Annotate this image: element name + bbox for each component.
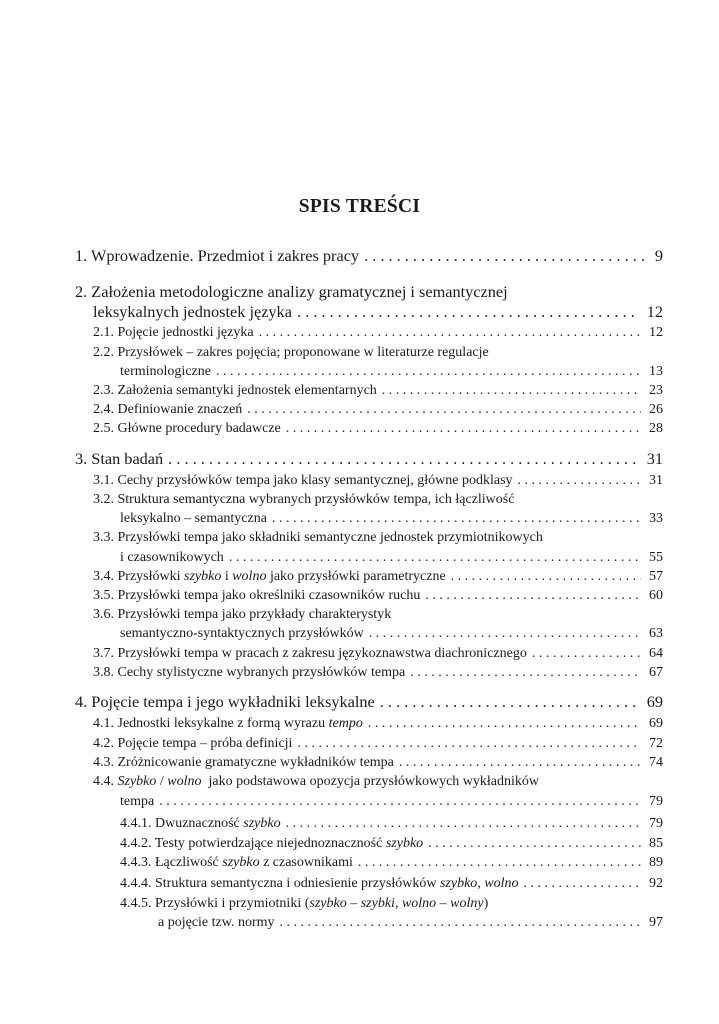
toc-entry-title: a pojęcie tzw. normy: [158, 915, 275, 930]
toc-page-number: 28: [649, 421, 663, 436]
toc-page-number: 79: [649, 794, 663, 809]
toc-entry-3-3: [93, 530, 663, 546]
toc-page-number: 64: [649, 646, 663, 661]
toc-page-number: 63: [649, 626, 663, 641]
leader-dots: [297, 736, 641, 752]
leader-dots: [451, 569, 641, 585]
toc-page-number: 79: [649, 816, 663, 831]
toc-entry-3-1: [93, 473, 663, 489]
toc-page-number: 89: [649, 855, 663, 870]
toc-page-number: 23: [649, 383, 663, 398]
toc-entry-3-6: [93, 607, 663, 623]
toc-entry-title: 3. Stan badań: [75, 449, 164, 468]
toc-page-number: 92: [649, 876, 663, 891]
toc-page-number: 31: [646, 449, 663, 468]
leader-dots: [532, 646, 641, 662]
toc-entry-4-4-5: [120, 896, 663, 912]
leader-dots: [369, 626, 641, 642]
toc-page-number: 33: [649, 511, 663, 526]
toc-entry-2-3: [93, 383, 663, 399]
page-title: SPIS TREŚCI: [298, 196, 421, 217]
toc-entry-2-2-cont: [120, 364, 663, 380]
toc-page-number: 69: [646, 692, 663, 711]
toc-entry-title: tempa: [120, 794, 155, 809]
toc-page-number: 9: [654, 246, 663, 265]
leader-dots: [382, 383, 641, 399]
toc-page-number: 12: [649, 325, 663, 340]
leader-dots: [286, 816, 641, 832]
leader-dots: [518, 473, 641, 489]
toc-entry-3-5: [93, 588, 663, 604]
leader-dots: [297, 302, 639, 322]
toc-entry-title: 3.7. Przysłówki tempa w pracach z zakresu językoznawstwa diachronicznego: [93, 646, 527, 661]
toc-entry-title: 4.1. Jednostki leksykalne z formą wyrazu tempo: [93, 716, 363, 731]
toc-entry-3-6-cont: [120, 626, 663, 642]
toc-page-number: 57: [649, 569, 663, 584]
toc-entry-3-7: [93, 646, 663, 662]
toc-entry-title: 3.1. Cechy przysłówków tempa jako klasy semantycznej, główne podklasy: [93, 473, 513, 488]
toc-page-number: 55: [649, 550, 663, 565]
toc-entry-title: 3.3. Przysłówki tempa jako składniki semantyczne jednostek przymiotnikowych: [93, 530, 543, 545]
toc-page-number: 12: [646, 302, 663, 321]
toc-entry-2: [75, 282, 663, 302]
toc-entry-3-2: [93, 492, 663, 508]
toc-entry-2-1: [93, 325, 663, 341]
toc-entry-2-2: [93, 345, 663, 361]
toc-entry-title: 3.5. Przysłówki tempa jako określniki czasowników ruchu: [93, 588, 421, 603]
toc-entry-title: 4.4. Szybko / wolno jako podstawowa opozycja przysłówkowych wykładników: [93, 774, 539, 789]
toc-entry-title: 3.8. Cechy stylistyczne wybranych przysłówków tempa: [93, 665, 406, 680]
toc-entry-title: 4. Pojęcie tempa i jego wykładniki leksykalne: [75, 692, 375, 711]
leader-dots: [216, 364, 641, 380]
toc-entry-3: [75, 449, 663, 469]
toc-entry-title: 4.4.1. Dwuznaczność szybko: [120, 816, 281, 831]
leader-dots: [380, 692, 639, 712]
toc-entry-title: 4.4.2. Testy potwierdzające niejednoznaczność szybko: [120, 836, 424, 851]
leader-dots: [358, 855, 641, 871]
leader-dots: [425, 588, 641, 604]
toc-entry-title: 2.3. Założenia semantyki jednostek elementarnych: [93, 383, 377, 398]
toc-entry-2-cont: [93, 302, 663, 322]
toc-entry-2-5: [93, 421, 663, 437]
toc-entry-title: leksykalnych jednostek języka: [93, 302, 292, 321]
leader-dots: [159, 794, 641, 810]
toc-entry-title: 4.2. Pojęcie tempa – próba definicji: [93, 736, 293, 751]
toc-entry-title: 2.5. Główne procedury badawcze: [93, 421, 281, 436]
toc-entry-4-4-3: [120, 855, 663, 871]
toc-entry-title: 2.1. Pojęcie jednostki języka: [93, 325, 254, 340]
toc-page-number: 74: [649, 755, 663, 770]
toc-entry-3-2-cont: [120, 511, 663, 527]
toc-entry-4-4-1: [120, 816, 663, 832]
toc-entry-title: terminologiczne: [120, 364, 211, 379]
toc-page-number: 60: [649, 588, 663, 603]
toc-entry-4: [75, 692, 663, 712]
leader-dots: [168, 449, 639, 469]
leader-dots: [410, 665, 641, 681]
toc-entry-title: 4.4.3. Łączliwość szybko z czasownikami: [120, 855, 353, 870]
toc-entry-title: semantyczno-syntaktycznych przysłówków: [120, 626, 364, 641]
toc-page-number: 69: [649, 716, 663, 731]
leader-dots: [259, 325, 641, 341]
toc-entry-3-3-cont: [120, 550, 663, 566]
toc-entry-2-4: [93, 402, 663, 418]
toc-page-number: 97: [649, 915, 663, 930]
toc-entry-4-4-2: [120, 836, 663, 852]
toc-entry-title: 3.4. Przysłówki szybko i wolno jako przysłówki parametryczne: [93, 569, 446, 584]
toc-page-number: 72: [649, 736, 663, 751]
leader-dots: [428, 836, 641, 852]
leader-dots: [368, 716, 641, 732]
leader-dots: [280, 915, 642, 931]
leader-dots: [399, 755, 641, 771]
toc-entry-title: i czasownikowych: [120, 550, 224, 565]
toc-entry-4-4-4: [120, 876, 663, 892]
toc-entry-title: 4.4.4. Struktura semantyczna i odniesienie przysłówków szybko, wolno: [120, 876, 519, 891]
toc-entry-title: 2.2. Przysłówek – zakres pojęcia; proponowane w literaturze regulacje: [93, 345, 489, 360]
toc-entry-title: 2. Założenia metodologiczne analizy gramatycznej i semantycznej: [75, 282, 508, 301]
toc-page-number: 67: [649, 665, 663, 680]
leader-dots: [229, 550, 641, 566]
leader-dots: [272, 511, 641, 527]
toc-entry-4-2: [93, 736, 663, 752]
toc-entry-title: 1. Wprowadzenie. Przedmiot i zakres pracy: [75, 246, 360, 265]
toc-entry-title: 3.2. Struktura semantyczna wybranych przysłówków tempa, ich łączliwość: [93, 492, 515, 507]
toc-entry-4-4: [93, 774, 663, 790]
leader-dots: [286, 421, 641, 437]
toc-entry-title: 4.3. Zróżnicowanie gramatyczne wykładników tempa: [93, 755, 394, 770]
toc-page-number: 85: [649, 836, 663, 851]
toc-entry-title: 4.4.5. Przysłówki i przymiotniki (szybko – szybki, wolno – wolny): [120, 896, 489, 911]
toc-page-number: 13: [649, 364, 663, 379]
toc-entry-4-1: [93, 716, 663, 732]
leader-dots: [524, 876, 641, 892]
toc-page-number: 31: [649, 473, 663, 488]
leader-dots: [364, 246, 647, 266]
toc-entry-title: 2.4. Definiowanie znaczeń: [93, 402, 243, 417]
toc-entry-4-3: [93, 755, 663, 771]
toc-entry-title: 3.6. Przysłówki tempa jako przykłady charakterystyk: [93, 607, 392, 622]
toc-entry-title: leksykalno – semantyczna: [120, 511, 267, 526]
toc-entry-4-4-5-cont: [158, 915, 663, 931]
toc-entry-4-4-cont: [120, 794, 663, 810]
toc-entry-3-8: [93, 665, 663, 681]
toc-entry-3-4: [93, 569, 663, 585]
leader-dots: [247, 402, 641, 418]
toc-entry-1: [75, 246, 663, 266]
toc-page-number: 26: [649, 402, 663, 417]
